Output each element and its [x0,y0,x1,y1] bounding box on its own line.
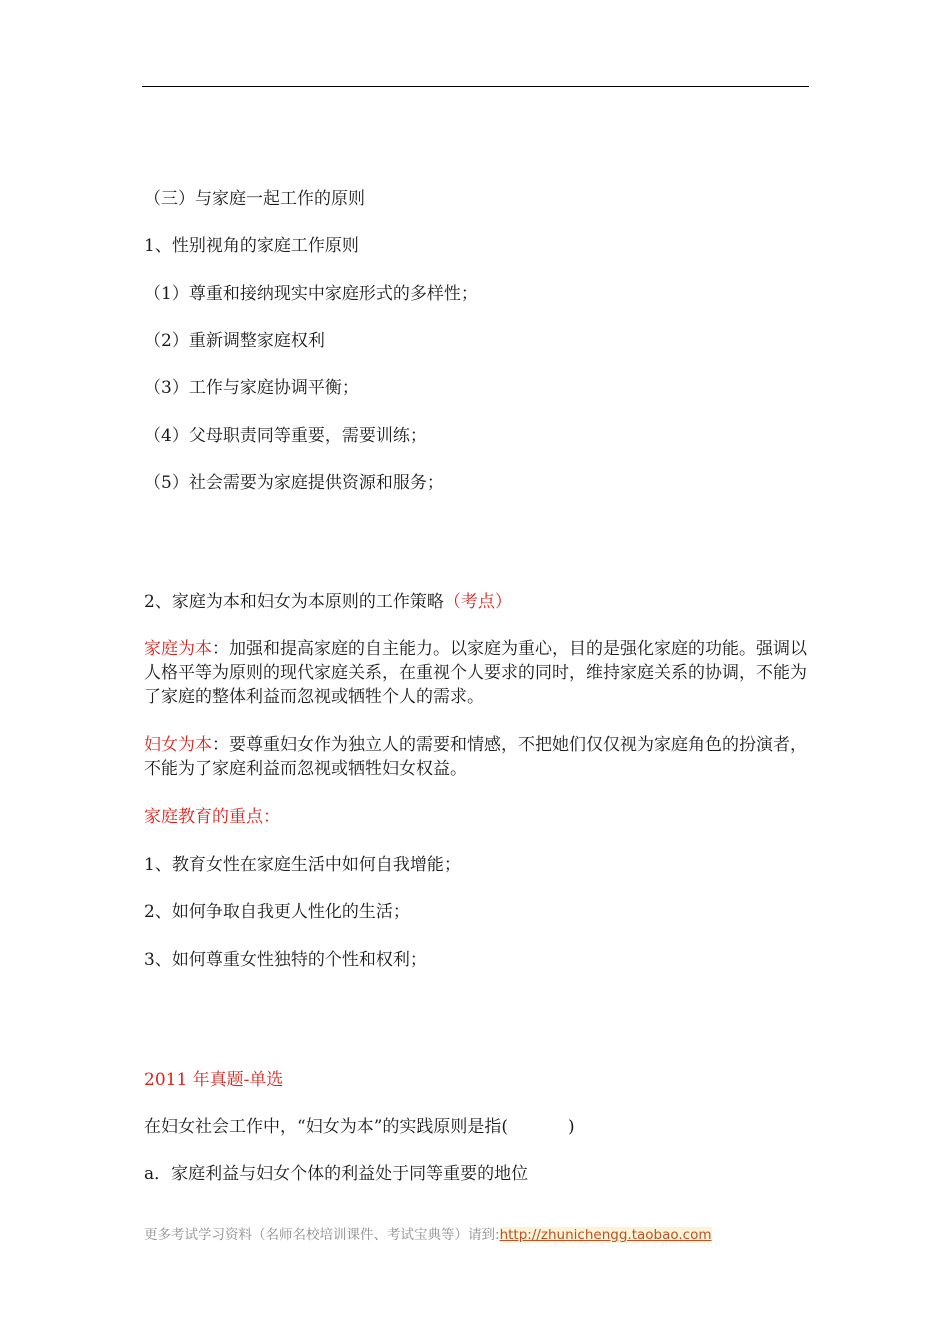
principle-item-1: （1）尊重和接纳现实中家庭形式的多样性； [144,284,478,304]
family-first-paragraph [144,637,812,709]
subsection-title-1: 1、性别视角的家庭工作原则 [144,236,359,256]
footer-link[interactable]: http://zhunichengg.taobao.com [499,1227,712,1243]
subsection-title-2-text: 2、家庭为本和妇女为本原则的工作策略 [144,592,444,612]
family-first-text: ：加强和提高家庭的自主能力。以家庭为重心，目的是强化家庭的功能。强调以人格平等为原则的现代家庭关系，在重视个人要求的同时，维持家庭关系的协调，不能为了家庭的整体利益而忽视或牺牲个人的需求。 [144,639,807,707]
exam-heading: 2011 年真题-单选 [144,1070,284,1090]
principle-item-4: （4）父母职责同等重要，需要训练； [144,426,427,446]
family-first-label: 家庭为本 [144,639,212,659]
principle-item-2: （2）重新调整家庭权利 [144,331,325,351]
women-first-text: ：要尊重妇女作为独立人的需要和情感，不把她们仅仅视为家庭角色的扮演者，不能为了家庭利益而忽视或牺牲妇女权益。 [144,735,807,779]
edu-item-3: 3、如何尊重女性独特的个性和权利； [144,950,427,970]
women-first-paragraph [144,733,812,781]
exam-question [144,1115,575,1139]
subsection-title-2 [144,590,512,614]
exam-question-close: ) [568,1117,575,1137]
header-rule [142,86,809,87]
section-heading: （三）与家庭一起工作的原则 [144,189,365,209]
footer [144,1226,712,1244]
exam-question-text: 在妇女社会工作中，“妇女为本”的实践原则是指( [144,1117,509,1137]
exam-option-a: a．家庭利益与妇女个体的利益处于同等重要的地位 [144,1164,529,1184]
principle-item-5: （5）社会需要为家庭提供资源和服务； [144,473,444,493]
footer-text: 更多考试学习资料（名师名校培训课件、考试宝典等）请到: [144,1227,500,1243]
women-first-label: 妇女为本 [144,735,212,755]
edu-focus-heading: 家庭教育的重点： [144,807,280,827]
exam-point-tag: （考点） [443,592,512,612]
principle-item-3: （3）工作与家庭协调平衡； [144,378,359,398]
edu-item-1: 1、教育女性在家庭生活中如何自我增能； [144,855,461,875]
edu-item-2: 2、如何争取自我更人性化的生活； [144,902,410,922]
